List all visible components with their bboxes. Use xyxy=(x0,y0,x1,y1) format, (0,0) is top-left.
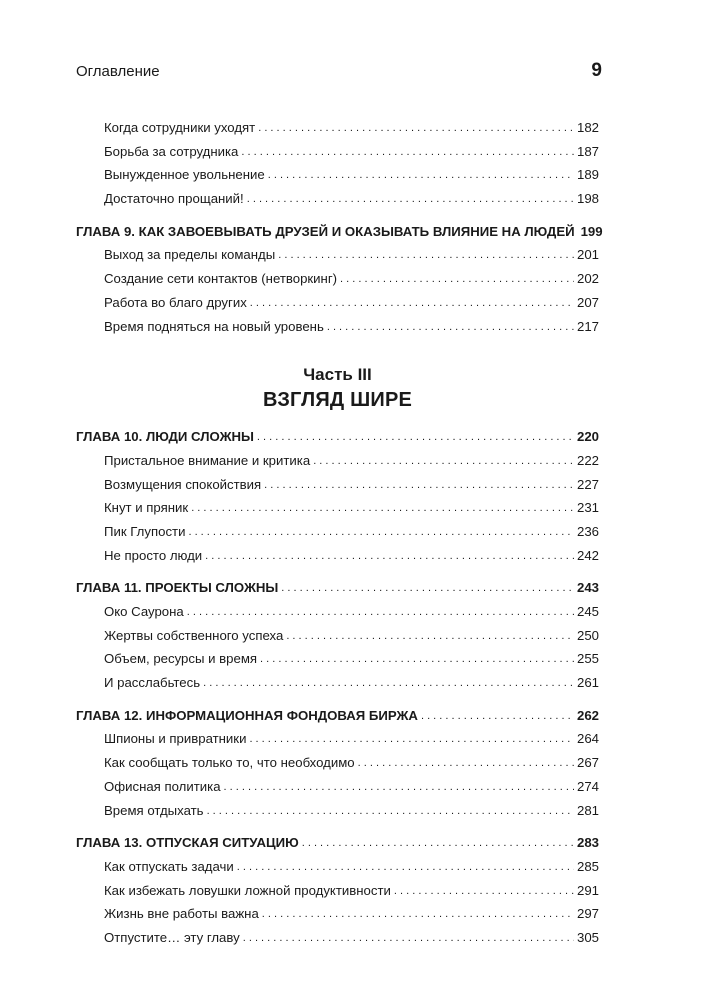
toc-entry-title: Пристальное внимание и критика xyxy=(104,452,311,468)
leader-dots xyxy=(262,901,574,927)
toc-entry-page: 242 xyxy=(576,547,599,563)
toc-entry xyxy=(76,544,599,568)
toc-entry-title: Создание сети контактов (нетворкинг) xyxy=(104,271,338,287)
part-title: ВЗГЛЯД ШИРЕ xyxy=(262,389,413,412)
toc-entry-page: 285 xyxy=(576,858,599,874)
toc-entry-page: 245 xyxy=(576,604,599,619)
leader-dots xyxy=(207,798,574,824)
leader-dots xyxy=(243,925,574,951)
toc-entry-title: Не просто люди xyxy=(104,547,203,563)
toc-entry-page: 264 xyxy=(576,731,599,747)
toc-entry-title: Борьба за сотрудника xyxy=(104,143,239,159)
toc-entry-page: 297 xyxy=(576,906,599,922)
toc-entry xyxy=(76,751,599,775)
toc-chapter-title: ГЛАВА 9. КАК ЗАВОЕВЫВАТЬ ДРУЗЕЙ И ОКАЗЫВАТЬ ВЛИЯНИЕ НА ЛЮДЕЙ xyxy=(76,223,575,239)
toc-entry-page: 291 xyxy=(576,882,599,898)
toc-entry-title: Кнут и пряник xyxy=(104,500,189,516)
toc-entry xyxy=(76,291,599,315)
leader-dots xyxy=(327,314,574,340)
leader-dots xyxy=(258,115,574,141)
toc-chapter xyxy=(76,425,599,449)
toc-entry-page: 236 xyxy=(576,523,599,539)
toc-chapter-page: 283 xyxy=(576,835,599,851)
toc-entry xyxy=(76,496,599,520)
toc-entry-title: Когда сотрудники уходят xyxy=(104,120,256,135)
toc-entry-page: 305 xyxy=(576,929,599,945)
toc-entry xyxy=(76,163,599,187)
toc-entry-page: 201 xyxy=(576,247,599,263)
toc-entry-page: 250 xyxy=(576,627,599,643)
toc-entry-title: Объем, ресурсы и время xyxy=(104,651,258,667)
toc-entry-title: Жертвы собственного успеха xyxy=(104,627,284,643)
toc-chapter-title: ГЛАВА 10. ЛЮДИ СЛОЖНЫ xyxy=(76,429,254,445)
toc-entry xyxy=(76,315,599,339)
leader-dots xyxy=(302,830,574,856)
toc-chapter xyxy=(76,576,599,600)
leader-dots xyxy=(260,646,574,672)
toc-entry-page: 222 xyxy=(576,452,599,468)
toc-entry-title: И расслабьтесь xyxy=(104,675,201,691)
toc-entry xyxy=(76,187,599,211)
toc-entry-page: 231 xyxy=(576,500,599,516)
toc-chapter-page: 220 xyxy=(576,429,599,445)
leader-dots xyxy=(278,242,574,268)
toc-chapter xyxy=(76,704,599,728)
toc-entry-page: 281 xyxy=(576,802,599,818)
toc-entry-page: 267 xyxy=(576,755,599,771)
toc-entry-page: 227 xyxy=(576,476,599,492)
toc-entry-page: 255 xyxy=(576,651,599,667)
toc-entry-title: Офисная политика xyxy=(104,778,221,794)
toc-entry xyxy=(76,902,599,926)
toc-entry-title: Отпустите… эту главу xyxy=(104,929,240,945)
leader-dots xyxy=(250,290,574,316)
leader-dots xyxy=(203,670,574,696)
toc-entry-title: Работа во благо других xyxy=(104,294,247,310)
toc-entry-page: 202 xyxy=(576,271,599,287)
toc-entry-title: Жизнь вне работы важна xyxy=(104,906,259,922)
leader-dots xyxy=(249,726,574,752)
leader-dots xyxy=(188,519,574,545)
toc-entry xyxy=(76,267,599,291)
part-heading xyxy=(76,363,599,413)
toc-entry-page: 182 xyxy=(576,120,599,135)
toc-entry-page: 261 xyxy=(576,675,599,691)
leader-dots xyxy=(264,472,574,498)
toc-chapter-title: ГЛАВА 13. ОТПУСКАЯ СИТУАЦИЮ xyxy=(76,835,299,851)
toc-entry-title: Как сообщать только то, что необходимо xyxy=(104,755,355,771)
leader-dots xyxy=(281,575,574,601)
leader-dots xyxy=(421,703,574,729)
toc-entry xyxy=(76,879,599,903)
leader-dots xyxy=(237,854,574,880)
toc-chapter-title: ГЛАВА 12. ИНФОРМАЦИОННАЯ ФОНДОВАЯ БИРЖА xyxy=(76,707,418,723)
leader-dots xyxy=(187,599,574,625)
toc-entry xyxy=(76,671,599,695)
toc-entry-title: Возмущения спокойствия xyxy=(104,476,262,492)
toc-entry xyxy=(76,600,599,624)
leader-dots xyxy=(257,424,574,450)
toc-entry-page: 187 xyxy=(576,143,599,159)
toc-chapter xyxy=(76,220,603,244)
toc-entry xyxy=(76,449,599,473)
toc-entry-title: Время отдыхать xyxy=(104,802,204,818)
toc-entry-page: 207 xyxy=(576,294,599,310)
toc-entry-title: Как избежать ловушки ложной продуктивности xyxy=(104,882,391,898)
toc-entry-title: Выход за пределы команды xyxy=(104,247,276,263)
leader-dots xyxy=(394,878,574,904)
toc-entry xyxy=(76,473,599,497)
part-label: Часть III xyxy=(303,365,372,385)
toc-entry-title: Пик Глупости xyxy=(104,523,186,539)
leader-dots xyxy=(313,448,574,474)
toc-entry-title: Шпионы и привратники xyxy=(104,731,247,747)
toc-entry xyxy=(76,520,599,544)
leader-dots xyxy=(340,266,574,292)
toc-entry xyxy=(76,926,599,950)
toc-entry xyxy=(76,647,599,671)
leader-dots xyxy=(224,774,574,800)
toc-chapter-page: 199 xyxy=(580,223,603,239)
toc-entry-title: Время подняться на новый уровень xyxy=(104,318,324,334)
running-head xyxy=(76,60,602,82)
toc-chapter-page: 243 xyxy=(576,580,599,596)
page-number: 9 xyxy=(591,60,602,81)
toc-entry-title: Как отпускать задачи xyxy=(104,858,234,874)
leader-dots xyxy=(241,139,574,165)
table-of-contents xyxy=(76,116,603,950)
toc-entry xyxy=(76,140,599,164)
leader-dots xyxy=(191,495,574,521)
leader-dots xyxy=(247,186,574,212)
leader-dots xyxy=(286,623,574,649)
toc-entry xyxy=(76,775,599,799)
toc-entry-page: 217 xyxy=(576,318,599,334)
toc-entry-page: 198 xyxy=(576,191,599,207)
toc-entry xyxy=(76,727,599,751)
toc-entry-page: 189 xyxy=(576,167,599,183)
toc-entry-page: 274 xyxy=(576,778,599,794)
toc-entry xyxy=(76,116,599,140)
toc-chapter xyxy=(76,831,599,855)
leader-dots xyxy=(205,543,574,569)
toc-entry xyxy=(76,243,599,267)
toc-entry xyxy=(76,855,599,879)
toc-chapter-page: 262 xyxy=(576,707,599,723)
leader-dots xyxy=(358,750,574,776)
toc-entry xyxy=(76,624,599,648)
toc-entry-title: Вынужденное увольнение xyxy=(104,167,265,183)
toc-entry-title: Око Саурона xyxy=(104,604,184,619)
toc-chapter-title: ГЛАВА 11. ПРОЕКТЫ СЛОЖНЫ xyxy=(76,580,279,596)
leader-dots xyxy=(268,162,574,188)
toc-entry xyxy=(76,799,599,823)
toc-entry-title: Достаточно прощаний! xyxy=(104,191,244,207)
running-title: Оглавление xyxy=(76,63,160,80)
